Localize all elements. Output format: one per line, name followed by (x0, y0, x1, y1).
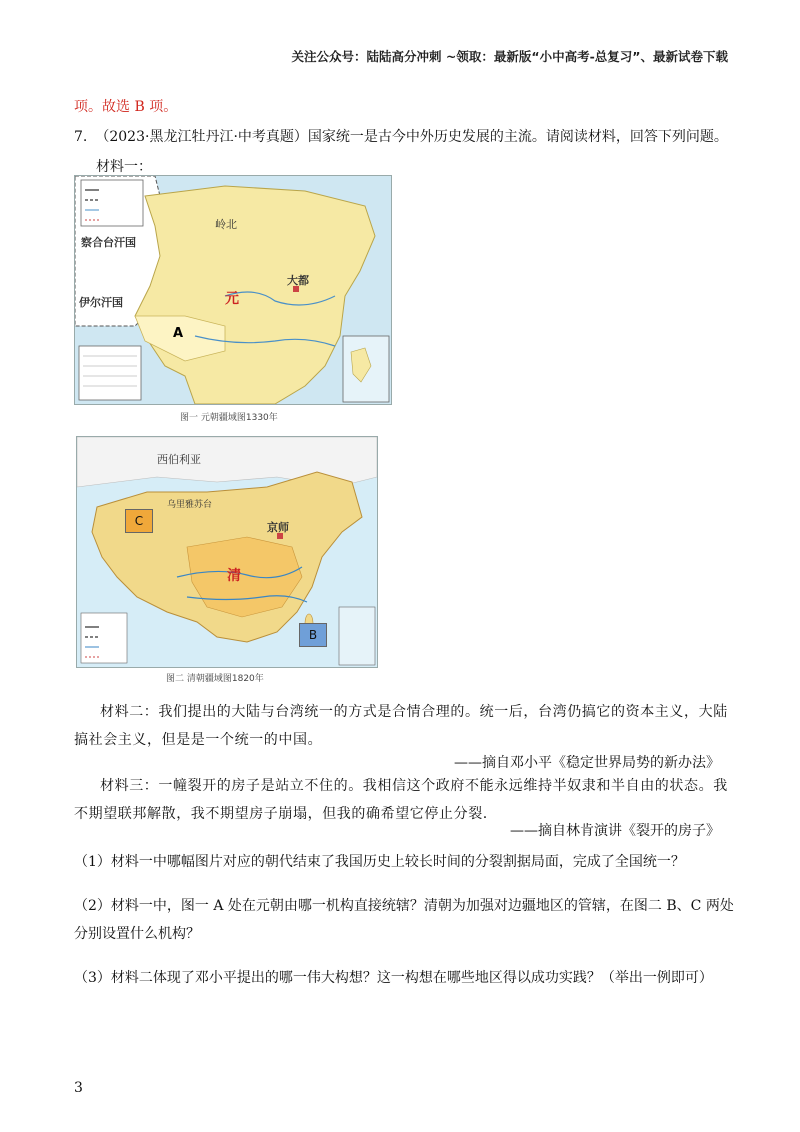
question-number: 7. (74, 129, 88, 145)
material1-label: 材料一： (96, 159, 152, 175)
map1-chahetai-label: 察合台汗国 (81, 236, 136, 249)
sub-question-3: （3）材料二体现了邓小平提出的哪一伟大构想？这一构想在哪些地区得以成功实践？（举出一例即可） (74, 970, 713, 986)
map2-point-c: C (125, 509, 153, 533)
material3-source: ——摘自林肯演讲《裂开的房子》 (510, 823, 720, 839)
material3-text: 材料三：一幢裂开的房子是站立不住的。我相信这个政府不能永远维持半奴隶和半自由的状态。我不期望联邦解散，我不期望房子崩塌，但我的确希望它停止分裂. (74, 778, 728, 822)
map2-wuliyasutai-label: 乌里雅苏台 (167, 500, 213, 510)
map2-jingshi-label: 京师 (267, 521, 289, 534)
sub-question-1: （1）材料一中哪幅图片对应的朝代结束了我国历史上较长时间的分裂割据局面，完成了全国统一？ (74, 854, 685, 870)
previous-answer-text: 项。故选 B 项。 (74, 99, 178, 115)
material2-text: 材料二：我们提出的大陆与台湾统一的方式是合情合理的。统一后，台湾仍搞它的资本主义，大陆搞社会主义，但是是一个统一的中国。 (74, 704, 728, 748)
map1-point-a: A (173, 326, 184, 341)
question-stem: （2023·黑龙江牡丹江·中考真题）国家统一是古今中外历史发展的主流。请阅读材料，回答下列问题。 (95, 129, 728, 145)
qing-map-drawing (77, 437, 377, 667)
map2-qing-label: 清 (227, 568, 241, 584)
map1-dadu-label: 大都 (287, 274, 309, 287)
sub-question-2: （2）材料一中，图一 A 处在元朝由哪一机构直接统辖？清朝为加强对边疆地区的管辖，在图二 B、C 两处分别设置什么机构？ (74, 898, 734, 942)
map2-caption: 图二 清朝疆域图1820年 (166, 674, 264, 684)
map1-yuan-label: 元 (225, 291, 239, 307)
map2-point-b: B (299, 623, 327, 647)
page-header: 关注公众号：陆陆高分冲刺 ~领取：最新版“小中高考-总复习”、最新试卷下载 (291, 49, 728, 64)
yuan-dynasty-map (74, 175, 392, 405)
qing-dynasty-map (76, 436, 378, 668)
page-number: 3 (74, 1080, 83, 1096)
question-title (74, 126, 728, 146)
map1-lingbei-label: 岭北 (215, 218, 237, 231)
material2-source: ——摘自邓小平《稳定世界局势的新办法》 (454, 755, 720, 771)
map1-ilkhan-label: 伊尔汗国 (79, 296, 123, 309)
map2-siberia-label: 西伯利亚 (157, 453, 201, 466)
map1-caption: 图一 元朝疆域图1330年 (180, 413, 278, 423)
